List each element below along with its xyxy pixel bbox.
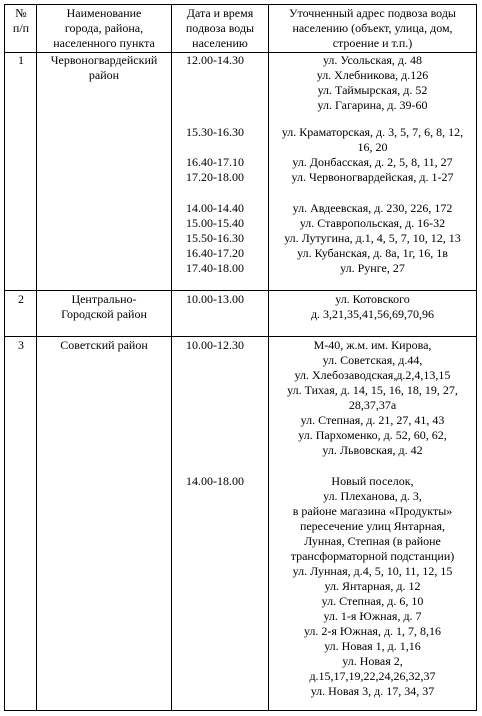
header-num-line: п/п <box>12 21 30 35</box>
time-slot: 15.30-16.30 <box>186 125 244 139</box>
address-line: ул. Тихая, д. 14, 15, 16, 18, 19, 27, <box>287 383 458 397</box>
time-block <box>186 53 244 68</box>
address-block <box>269 53 476 113</box>
address-line: ул. Пархоменко, д. 52, 60, 62, <box>298 428 447 442</box>
address-line: ул. Лунная, д.4, 5, 10, 11, 12, 15 <box>292 564 453 578</box>
address-line: 16, 20 <box>357 140 388 154</box>
address-line: ул. Таймырская, д. 52 <box>317 83 428 97</box>
address-line: ул. Новая 1, д. 1,16 <box>324 639 421 653</box>
address-line: ул. Янтарная, д. 12 <box>324 579 421 593</box>
address-line: ул. Усольская, д. 48 <box>322 53 423 67</box>
time-slot: 17.40-18.00 <box>186 261 244 275</box>
header-address-line: населению (объект, улица, дом, <box>292 21 453 35</box>
address-block <box>269 125 476 155</box>
time-block <box>186 474 244 489</box>
district-line: Советский район <box>60 338 148 352</box>
header-address-line: Уточненный адрес подвоза воды <box>288 6 456 20</box>
district-line: Центрально- <box>71 292 137 306</box>
address-line: Новый поселок, <box>331 474 414 488</box>
time-slot: 10.00-13.00 <box>186 292 244 306</box>
address-line: ул. Советская, д.44, <box>322 353 423 367</box>
district-line: Городской район <box>61 307 147 321</box>
address-line: ул. Авдеевская, д. 230, 226, 172 <box>292 201 453 215</box>
address-block <box>269 201 476 276</box>
address-line: ул. Новая 2, <box>342 654 403 668</box>
district-line: Червоногвардейский <box>50 53 158 67</box>
address-line: ул. Плеханова, д. 3, <box>323 489 422 503</box>
time-slot: 16.40-17.20 <box>186 246 244 260</box>
address-line: ул. 2-я Южная, д. 1, 7, 8,16 <box>303 624 442 638</box>
header-place <box>37 6 171 51</box>
header-time-line: подвоза воды <box>185 21 255 35</box>
district-name <box>37 338 171 353</box>
time-slot: 12.00-14.30 <box>186 53 244 67</box>
address-line: ул. Рунге, 27 <box>340 261 405 275</box>
address-line: ул. Червоногвардейская, д. 1-27 <box>291 170 454 184</box>
address-line: д. 3,21,35,41,56,69,70,96 <box>310 307 435 321</box>
district-line: район <box>88 68 120 82</box>
header-num-line: № <box>15 6 27 20</box>
row-number: 2 <box>18 292 24 306</box>
row-number: 1 <box>18 53 24 67</box>
time-slot: 14.00-14.40 <box>186 201 244 215</box>
address-line: М-40, ж.м. им. Кирова, <box>313 338 432 352</box>
address-line: ул. Степная, д. 6, 10 <box>321 594 424 608</box>
time-block <box>186 155 244 185</box>
address-line: ул. Лутугина, д.1, 4, 5, 7, 10, 12, 13 <box>284 231 461 245</box>
address-line: д.15,17,19,22,24,26,32,37 <box>309 669 436 683</box>
address-line: ул. Гагарина, д. 39-60 <box>317 98 428 112</box>
time-block <box>186 201 244 276</box>
address-line: ул. Хлебозаводская,д.2,4,13,15 <box>294 368 451 382</box>
time-slot: 10.00-12.30 <box>186 338 244 352</box>
address-line: ул. Хлебникова, д.126 <box>316 68 429 82</box>
address-line: ул. Степная, д. 21, 27, 41, 43 <box>300 413 445 427</box>
address-line: ул. Новая 3, д. 17, 34, 37 <box>310 684 435 698</box>
time-block <box>186 338 244 353</box>
row-number: 3 <box>18 338 24 352</box>
time-slot: 14.00-18.00 <box>186 474 244 488</box>
address-line: ул. Львовская, д. 42 <box>322 443 423 457</box>
address-block <box>269 292 476 322</box>
address-line: ул. Котовского <box>335 292 410 306</box>
time-slot: 15.50-16.30 <box>186 231 244 245</box>
header-time-line: населению <box>192 36 248 50</box>
time-slot: 15.00-15.40 <box>186 216 244 230</box>
district-name <box>37 292 171 322</box>
address-line: в районе магазина «Продукты» <box>292 504 453 518</box>
address-line: 28,37,37а <box>348 398 397 412</box>
time-block <box>186 125 244 140</box>
address-line: пересечение улиц Янтарная, <box>299 519 446 533</box>
address-line: ул. Ставропольская, д. 16-32 <box>299 216 446 230</box>
header-address <box>269 6 476 51</box>
address-line: ул. Краматорская, д. 3, 5, 7, 6, 8, 12, <box>281 125 464 139</box>
address-line: Лунная, Степная (в районе <box>304 534 441 548</box>
time-block <box>186 292 244 307</box>
header-place-line: Наименование <box>66 6 142 20</box>
header-num <box>6 6 36 36</box>
header-place-line: населенного пункта <box>53 36 155 50</box>
address-block <box>269 155 476 185</box>
address-line: ул. Кубанская, д. 8а, 1г, 16, 1в <box>297 246 448 260</box>
time-slot: 17.20-18.00 <box>186 170 244 184</box>
header-address-line: строение и т.п.) <box>332 36 413 50</box>
address-block <box>269 474 476 699</box>
time-slot: 16.40-17.10 <box>186 155 244 169</box>
header-time-line: Дата и время <box>186 6 254 20</box>
district-name <box>37 53 171 83</box>
address-line: трансформаторной подстанции) <box>290 549 455 563</box>
address-line: ул. Донбасская, д. 2, 5, 8, 11, 27 <box>292 155 453 169</box>
header-time <box>172 6 268 51</box>
address-line: ул. 1-я Южная, д. 7 <box>323 609 422 623</box>
header-place-line: города, района, <box>64 21 144 35</box>
address-block <box>269 338 476 458</box>
